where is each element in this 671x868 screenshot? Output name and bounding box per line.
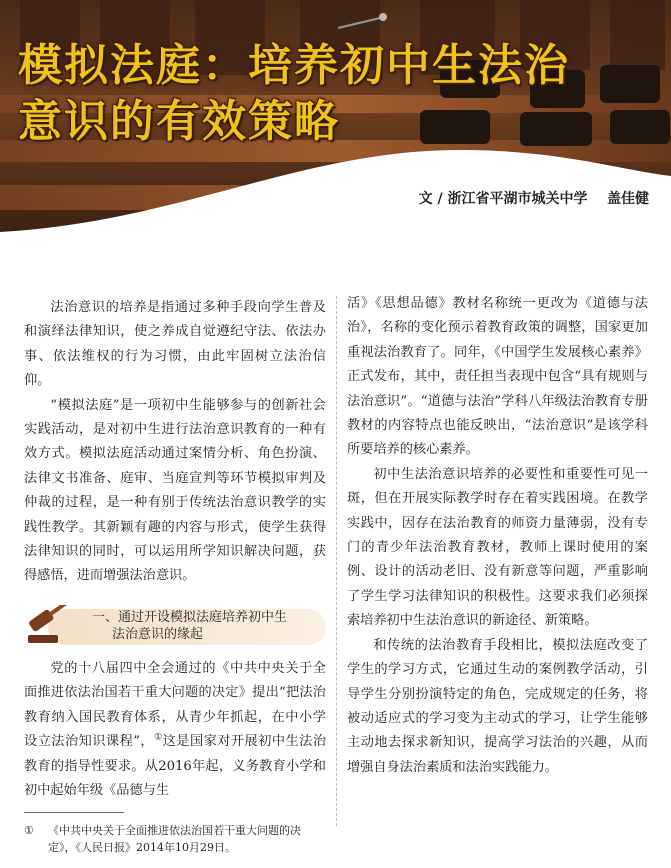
paragraph-text: 党的十八届四中全会通过的《中共中央关于全面推进依法治国若干重大问题的决定》提出“把法治教育纳入国民教育体系，从青少年抓起，在中小学设立法治知识课程”， <box>24 660 326 750</box>
footnote-text: 《中共中央关于全面推进依法治国若干重大问题的决定》，《人民日报》2014年10月29日。 <box>48 824 301 854</box>
paragraph: 初中生法治意识培养的必要性和重要性可见一斑，但在开展实际教学时存在着实践困境。在教学实践中，因存在法治教育的师资力量薄弱，没有专门的青少年法治教育教材，教师上课时使用的案例、设计的活动老旧、没有新意等问题，严重影响了学生学习法律知识的积极性。这要求我们必须探索培养初中生法治意识的新途径、新策略。 <box>347 466 648 629</box>
footnote-rule <box>24 812 124 813</box>
footnote <box>24 822 324 856</box>
section-heading <box>18 603 326 647</box>
section-title-line-1: 一、通过开设模拟法庭培养初中生 <box>92 609 288 625</box>
paragraph: 活》《思想品德》教材名称统一更改为《道德与法治》，名称的变化预示着教育政策的调整，国家更加重视法治教育了。同年，《中国学生发展核心素养》正式发布，其中，责任担当表现中包含“具有规则与法治意识”。“道德与法治”学科八年级法治教育专册教材的内容特点也能反映出，“法治意识”是该学科所要培养的核心素养。 <box>347 296 648 458</box>
paragraph: “模拟法庭”是一项初中生能够参与的创新社会实践活动，是对初中生进行法治意识教育的一种有效方式。模拟法庭活动通过案情分析、角色扮演、法律文书准备、庭审、当庭宣判等环节模拟审判及仲裁的过程，是一种有别于传统法治意识教学的实践性教学。其新颖有趣的内容与形式，使学生获得法律知识的同时，可以运用所学知识解决问题，获得感悟，进而增强法治意识。 <box>24 397 326 584</box>
author-byline: 文 / 浙江省平湖市城关中学 盖佳健 <box>418 191 649 207</box>
gavel-icon <box>22 605 82 649</box>
right-column <box>347 292 648 780</box>
column-divider <box>336 296 337 826</box>
title-line-1: 模拟法庭：培养初中生法治 <box>18 40 570 91</box>
paragraph-text: 这是国家对开展初中生法治教育的指导性要求。从2016年起，义务教育小学和初中起始年级《品德与生 <box>24 734 327 798</box>
paragraph <box>24 657 326 803</box>
section-title-line-2: 法治意识的缘起 <box>112 626 204 642</box>
section-title <box>92 609 322 643</box>
footnote-marker: ① <box>154 732 163 743</box>
paragraph: 法治意识的培养是指通过多种手段向学生普及和演绎法律知识，使之养成自觉遵纪守法、依法办事、依法维权的行为习惯，由此牢固树立法治信仰。 <box>24 300 326 389</box>
article-title <box>18 38 570 150</box>
paragraph: 和传统的法治教育手段相比，模拟法庭改变了学生的学习方式，它通过生动的案例教学活动，引导学生分别扮演特定的角色，完成规定的任务，将被动适应式的学习变为主动式的学习，让学生能够主动地去探求新知识，提高学习法治的兴趣，从而增强自身法治素质和法治实践能力。 <box>347 637 648 775</box>
left-column <box>24 296 326 803</box>
courtroom-banner <box>0 0 671 240</box>
footnote-number: ① <box>24 824 34 837</box>
title-line-2: 意识的有效策略 <box>18 96 340 147</box>
